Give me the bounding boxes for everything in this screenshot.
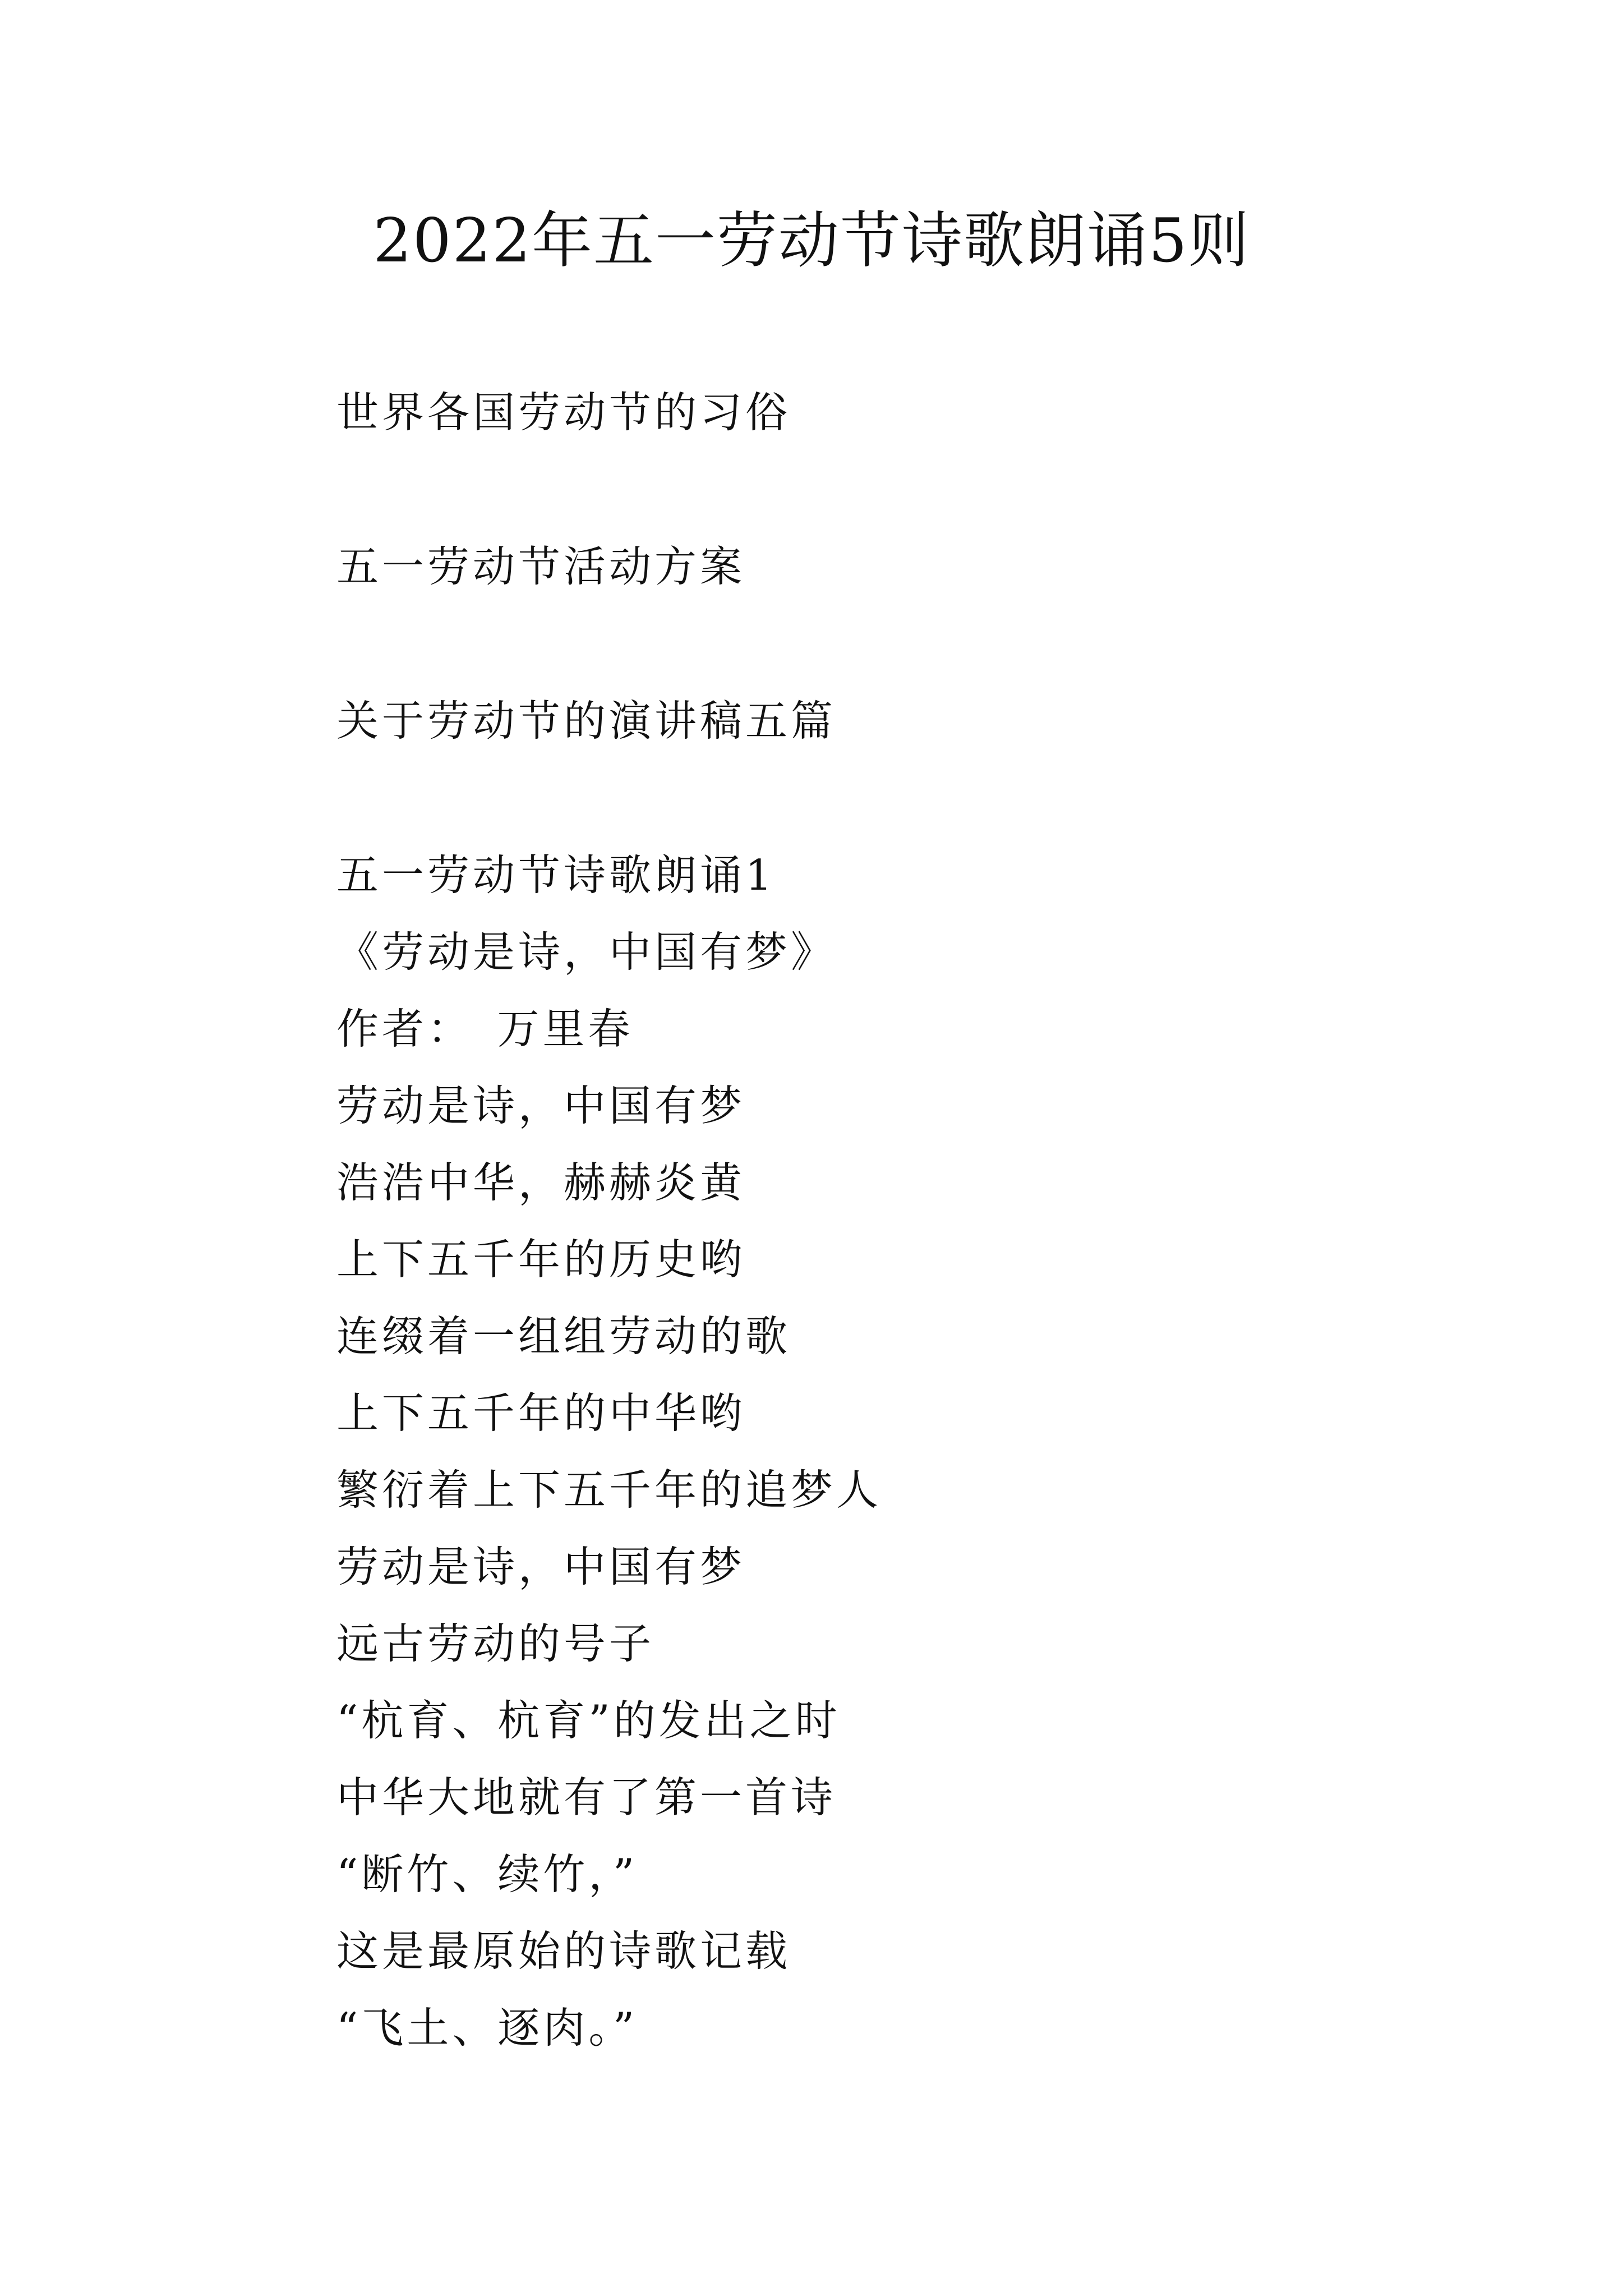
- poem-line: 连缀着一组组劳动的歌: [336, 1312, 791, 1361]
- related-link-customs[interactable]: 世界各国劳动节的习俗: [336, 388, 791, 437]
- poem-line: 这是最原始的诗歌记载: [336, 1926, 791, 1976]
- poem-line: 浩浩中华，赫赫炎黄: [336, 1158, 746, 1207]
- poem-line: 繁衍着上下五千年的追梦人: [336, 1465, 882, 1515]
- poem-author: 作者： 万里春: [336, 1004, 634, 1053]
- poem-line: 远古劳动的号子: [336, 1619, 655, 1668]
- poem-title: 《劳动是诗，中国有梦》: [336, 927, 837, 977]
- related-link-activity-plan[interactable]: 五一劳动节活动方案: [336, 542, 746, 591]
- poem-line: 中华大地就有了第一首诗: [336, 1773, 837, 1822]
- poem-line: “飞土、逐肉。”: [336, 2003, 638, 2053]
- poem-line: 上下五千年的历史哟: [336, 1235, 746, 1284]
- poem-line: 劳动是诗，中国有梦: [336, 1542, 746, 1591]
- poem-line: 上下五千年的中华哟: [336, 1388, 746, 1438]
- related-link-speeches[interactable]: 关于劳动节的演讲稿五篇: [336, 696, 837, 746]
- poem-line: “断竹、续竹，”: [336, 1849, 638, 1899]
- section-heading: 五一劳动节诗歌朗诵1: [336, 850, 776, 900]
- poem-line: “杭育、杭育”的发出之时: [336, 1696, 841, 1745]
- document-title: 2022年五一劳动节诗歌朗诵5则: [373, 206, 1250, 276]
- poem-line: 劳动是诗，中国有梦: [336, 1081, 746, 1130]
